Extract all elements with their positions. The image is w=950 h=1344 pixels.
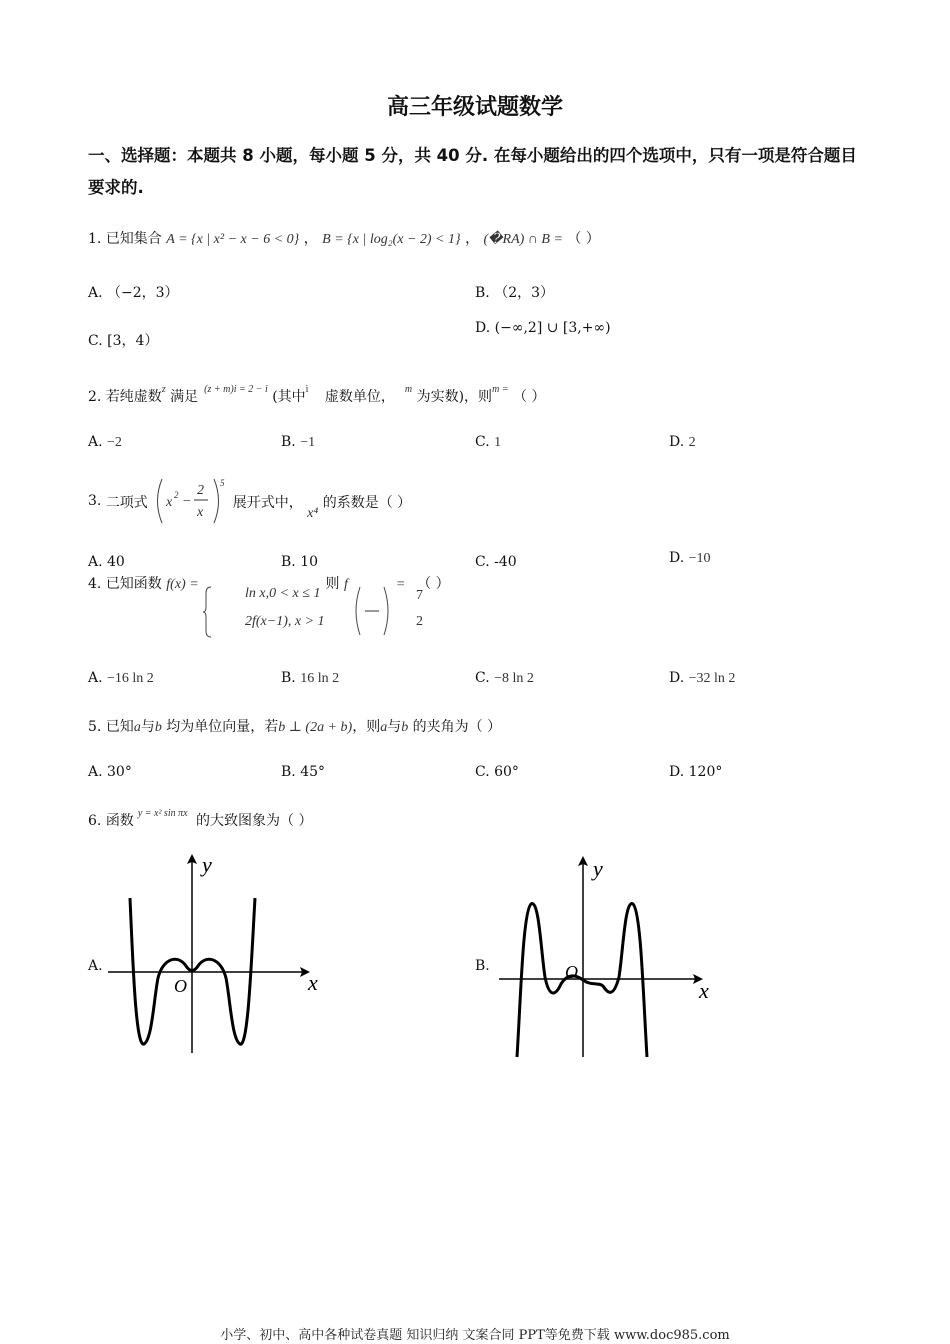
q2-answer-expr: m = (492, 384, 509, 395)
option-letter: A. (88, 434, 103, 450)
q4-function-def: f(x) = (166, 577, 199, 592)
q1-option-a: A. （−2，3） (88, 285, 179, 301)
minus-sign: − (182, 494, 192, 509)
q4-equals: = (396, 577, 405, 592)
q5-vec-b: b (154, 720, 162, 735)
q1-answer-paren: （ ） (567, 231, 600, 247)
q1-expression: (�RA) ∩ B = (483, 232, 563, 247)
question-1 (88, 228, 600, 248)
q2-var-i: i (305, 384, 309, 395)
q2-var-z: z (161, 384, 166, 395)
q3-option-d (669, 550, 711, 567)
q1-sep: ， (303, 231, 318, 247)
option-value: −1 (300, 435, 316, 450)
q4-number: 4. (88, 576, 102, 592)
q1-option-b: B. （2，3） (475, 285, 555, 301)
option-value: −2 (107, 435, 122, 450)
q6-function: y = x² sin πx (137, 808, 188, 819)
exponent-5: 5 (220, 478, 225, 488)
binomial-expression (152, 476, 228, 526)
q3-term: x⁴ (307, 506, 319, 521)
q6-option-a-label: A. (88, 958, 103, 974)
y-label: y (202, 852, 212, 877)
denominator-x: x (197, 505, 204, 520)
q5-text: 与 (387, 719, 402, 735)
question-6 (88, 810, 312, 830)
origin-label: O (174, 976, 187, 996)
q4-denominator: 2 (416, 614, 423, 629)
fraction-argument (352, 585, 392, 637)
option-value: 2 (688, 435, 696, 450)
q1-stem: 已知集合 (105, 231, 162, 247)
q2-option-b (281, 434, 315, 451)
q3-text: 展开式中， (232, 495, 303, 511)
q2-option-a (88, 434, 122, 451)
q2-answer-paren: （ ） (513, 389, 546, 405)
q4-option-a (88, 670, 154, 687)
q5-option-b: B. 45° (281, 764, 326, 780)
q4-case-2: 2f(x−1), x > 1 (245, 614, 325, 629)
graph-option-b (495, 852, 725, 1062)
q4-option-b (281, 670, 339, 687)
option-letter: C. (475, 434, 490, 450)
origin-label: O (565, 962, 578, 982)
q1-set-a: A = {x | x² − x − 6 < 0} (166, 232, 300, 247)
q5-option-a: A. 30° (88, 764, 132, 780)
q2-option-d (669, 434, 696, 451)
q5-text: 与 (140, 719, 155, 735)
exp-2: 2 (174, 490, 179, 500)
q4-text: 则 (325, 576, 340, 592)
y-label: y (593, 856, 603, 881)
q5-option-d: D. 120° (669, 764, 723, 780)
q3-option-a: A. 40 (88, 554, 125, 570)
q2-text: 虚数单位， (324, 389, 395, 405)
option-value: 16 ln 2 (300, 671, 340, 686)
q4-answer-paren: （ ） (417, 576, 450, 592)
q5-text: 均为单位向量，若 (166, 719, 279, 735)
q5-option-c: C. 60° (475, 764, 519, 780)
q2-text: 为实数)，则 (416, 389, 493, 405)
section-heading: 一、选择题：本题共 8 小题，每小题 5 分，共 40 分. 在每小题给出的四个选项中，只有一项是符合题目要求的. (88, 146, 857, 197)
q4-numerator: 7 (416, 588, 423, 603)
q5-vec-a: a (380, 720, 388, 735)
numerator-2: 2 (197, 483, 205, 498)
q4-option-c (475, 670, 534, 687)
q5-text: 的夹角为（ ） (412, 719, 502, 735)
q5-vec-a: a (133, 720, 141, 735)
option-letter: B. (281, 434, 296, 450)
q5-condition: b ⊥ (2a + b) (278, 720, 353, 735)
option-value: 1 (494, 435, 502, 450)
option-letter: D. (669, 550, 685, 566)
option-value: −16 ln 2 (107, 671, 154, 686)
right-paren (384, 587, 388, 635)
q4-option-d (669, 670, 735, 687)
graph-option-a (100, 848, 330, 1058)
term-x: x (166, 495, 173, 510)
q6-number: 6. (88, 813, 102, 829)
right-paren (214, 479, 219, 523)
q2-text: (其中 (272, 389, 306, 405)
q2-text: 若纯虚数 (105, 389, 162, 405)
q3-binomial (152, 476, 228, 530)
q1-option-c: C. [3，4） (88, 333, 159, 349)
q4-text: 已知函数 (105, 576, 162, 592)
page-footer: 小学、初中、高中各种试卷真题 知识归纳 文案合同 PPT等免费下载 www.doc985.com (220, 1328, 730, 1343)
q4-argument (352, 585, 392, 641)
q4-f: f (344, 577, 348, 592)
q3-number: 3. (88, 493, 102, 509)
q2-option-c (475, 434, 501, 451)
option-value: −32 ln 2 (688, 671, 736, 686)
q1-number: 1. (88, 231, 102, 247)
option-value: −10 (688, 551, 711, 566)
q4-case-1: ln x,0 < x ≤ 1 (245, 586, 321, 601)
question-5 (88, 716, 501, 736)
q5-text: 已知 (105, 719, 134, 735)
curly-brace (203, 587, 211, 637)
q5-text: ，则 (352, 719, 381, 735)
left-paren (356, 587, 360, 635)
question-2 (88, 386, 545, 406)
question-3 (88, 476, 411, 526)
q5-vec-b: b (401, 720, 409, 735)
q2-number: 2. (88, 389, 102, 405)
q3-text: 二项式 (105, 495, 148, 511)
q1-option-d: D. (−∞,2] ∪ [3,+∞) (475, 320, 611, 336)
q3-option-c: C. -40 (475, 554, 517, 570)
q2-text: 满足 (170, 389, 199, 405)
option-letter: A. (88, 670, 103, 686)
q5-number: 5. (88, 719, 102, 735)
q1-sep2: ， (465, 231, 480, 247)
q6-text: 的大致图象为（ ） (196, 813, 313, 829)
q6-text: 函数 (105, 813, 134, 829)
option-letter: D. (669, 434, 685, 450)
x-label: x (308, 970, 318, 995)
option-letter: C. (475, 670, 490, 686)
option-value: −8 ln 2 (494, 671, 534, 686)
option-letter: B. (281, 670, 296, 686)
q1-set-b: B = {x | log₂(x − 2) < 1} (322, 232, 461, 247)
page-title: 高三年级试题数学 (386, 95, 563, 120)
q3-text: 的系数是（ ） (322, 495, 412, 511)
option-letter: D. (669, 670, 685, 686)
q2-var-m: m (404, 384, 413, 395)
curve-b (517, 904, 647, 1057)
q3-option-b: B. 10 (281, 554, 319, 570)
q6-option-b-label: B. (475, 958, 490, 974)
x-label: x (699, 978, 709, 1003)
left-paren (158, 479, 163, 523)
q2-equation: (z + m)i = 2 − i (204, 384, 268, 395)
